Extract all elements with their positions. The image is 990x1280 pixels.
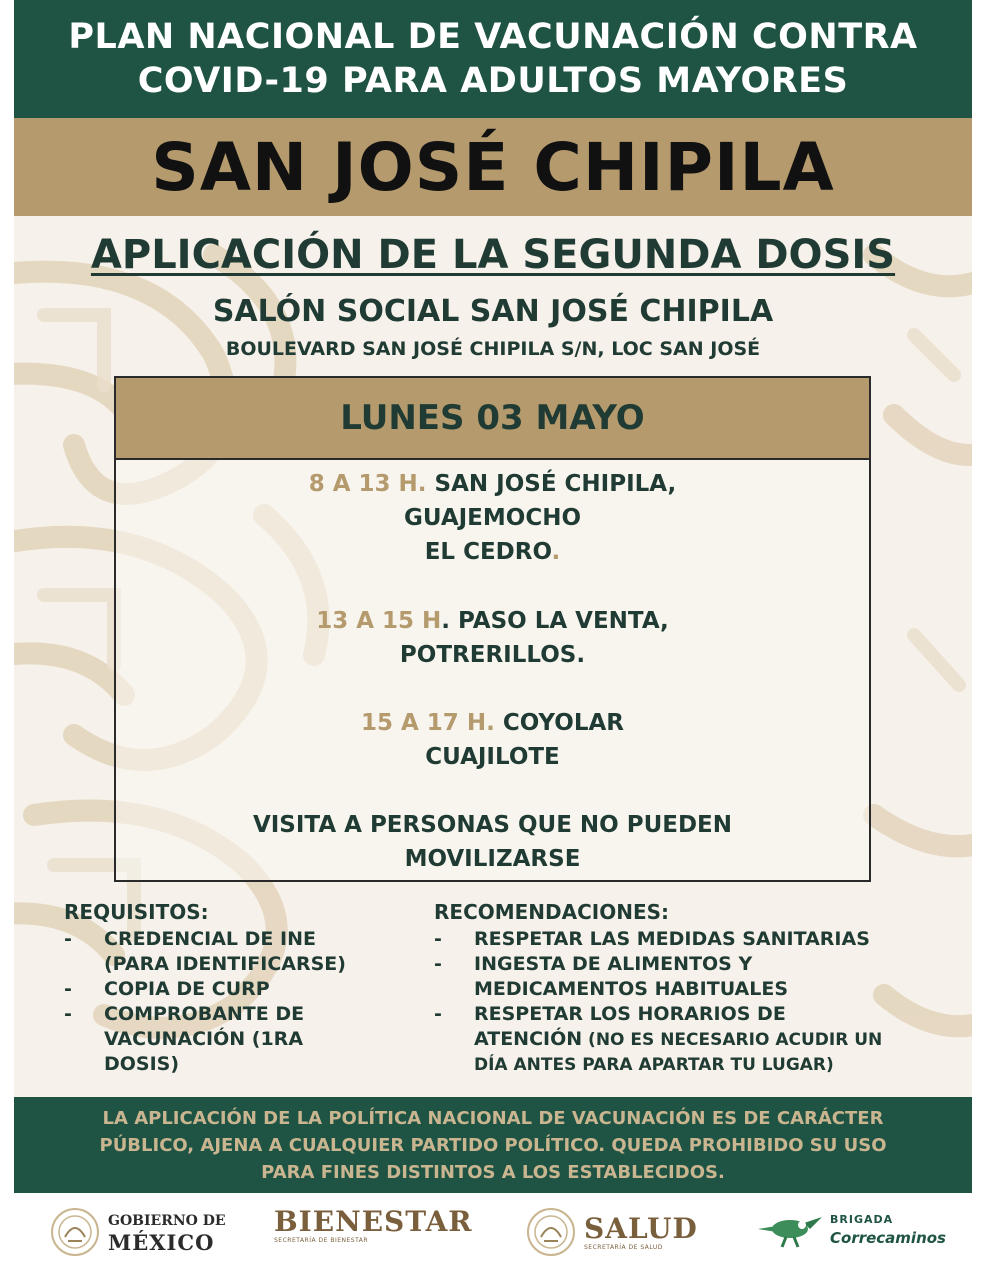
requirement-text: (PARA IDENTIFICARSE) xyxy=(104,953,346,975)
bienestar-sublabel: SECRETARÍA DE BIENESTAR xyxy=(274,1237,369,1244)
requirement-text: CREDENCIAL DE INE xyxy=(104,928,316,950)
recommendation-note: (NO ES NECESARIO ACUDIR UN xyxy=(582,1030,883,1050)
requirement-text: DOSIS) xyxy=(104,1053,180,1075)
slot-place: COYOLAR xyxy=(494,710,624,736)
location-banner xyxy=(14,118,972,216)
logos-strip xyxy=(14,1193,972,1280)
program-title-banner xyxy=(14,0,972,118)
requirements-title: REQUISITOS: xyxy=(64,900,209,924)
home-visit-line-1: VISITA A PERSONAS QUE NO PUEDEN xyxy=(252,812,733,838)
schedule-slot-1 xyxy=(116,467,869,569)
salud-label: SALUD xyxy=(584,1211,698,1245)
requirement-item xyxy=(64,927,404,977)
dose-subtitle: APLICACIÓN DE LA SEGUNDA DOSIS xyxy=(90,232,896,278)
location-title: SAN JOSÉ CHIPILA xyxy=(151,128,835,206)
recommendation-item xyxy=(434,927,964,952)
recommendation-text: RESPETAR LOS HORARIOS DE xyxy=(474,1003,786,1025)
slot-time: 8 A 13 H. xyxy=(308,471,427,497)
recommendation-text: ATENCIÓN xyxy=(474,1028,583,1050)
disclaimer-line-3: PARA FINES DISTINTOS A LOS ESTABLECIDOS. xyxy=(261,1161,725,1183)
slot-place: EL CEDRO xyxy=(424,539,552,565)
requirement-item xyxy=(64,1002,404,1077)
slot-place: POTRERILLOS. xyxy=(399,642,586,668)
home-visit-line-2: MOVILIZARSE xyxy=(404,846,581,872)
list-dash: - xyxy=(64,1003,72,1025)
roadrunner-icon xyxy=(756,1207,824,1251)
schedule-slot-2 xyxy=(116,604,869,672)
schedule-day: LUNES 03 MAYO xyxy=(116,378,869,460)
slot-place: GUAJEMOCHO xyxy=(403,505,582,531)
correcaminos-label: Correcaminos xyxy=(830,1229,946,1247)
requirement-text: COPIA DE CURP xyxy=(104,978,270,1000)
slot-time: 13 A 15 H xyxy=(316,608,442,634)
slot-place: CUAJILOTE xyxy=(425,744,560,770)
recommendation-item xyxy=(434,1002,964,1078)
slot-place: SAN JOSÉ CHIPILA, xyxy=(426,471,677,497)
slot-punctuation: . xyxy=(551,539,561,565)
recommendation-text: RESPETAR LAS MEDIDAS SANITARIAS xyxy=(474,928,870,950)
gobierno-de-mexico-logo xyxy=(50,1207,226,1257)
brigada-label: BRIGADA xyxy=(830,1213,894,1226)
list-dash: - xyxy=(64,978,72,1000)
gobierno-label: GOBIERNO DE xyxy=(108,1213,226,1229)
list-dash: - xyxy=(434,928,442,950)
venue-name: SALÓN SOCIAL SAN JOSÉ CHIPILA xyxy=(212,294,774,329)
salud-logo xyxy=(526,1207,698,1257)
requirement-item xyxy=(64,977,404,1002)
venue-address: BOULEVARD SAN JOSÉ CHIPILA S/N, LOC SAN JOSÉ xyxy=(225,338,761,360)
recommendations-title: RECOMENDACIONES: xyxy=(434,900,670,924)
list-dash: - xyxy=(434,953,442,975)
bienestar-logo xyxy=(274,1207,473,1244)
program-title-line-1: PLAN NACIONAL DE VACUNACIÓN CONTRA xyxy=(68,17,918,57)
slot-place: . PASO LA VENTA, xyxy=(441,608,669,634)
schedule-slot-3 xyxy=(116,706,869,774)
recommendations-list xyxy=(434,900,964,1078)
home-visit-note xyxy=(116,808,869,876)
disclaimer-line-1: LA APLICACIÓN DE LA POLÍTICA NACIONAL DE VACUNACIÓN ES DE CARÁCTER xyxy=(102,1107,884,1129)
bienestar-label: BIENESTAR xyxy=(274,1205,473,1238)
brigada-correcaminos-logo xyxy=(756,1207,946,1251)
recommendation-text: MEDICAMENTOS HABITUALES xyxy=(474,978,789,1000)
national-seal-icon xyxy=(50,1207,100,1257)
requirements-list xyxy=(64,900,404,1077)
national-seal-icon xyxy=(526,1207,576,1257)
requirement-text: VACUNACIÓN (1RA xyxy=(104,1028,304,1050)
disclaimer-banner xyxy=(14,1097,972,1193)
disclaimer-line-2: PÚBLICO, AJENA A CUALQUIER PARTIDO POLÍTICO. QUEDA PROHIBIDO SU USO xyxy=(99,1134,887,1156)
salud-sublabel: SECRETARÍA DE SALUD xyxy=(584,1243,663,1251)
recommendation-text: INGESTA DE ALIMENTOS Y xyxy=(474,953,753,975)
schedule-box xyxy=(114,376,871,882)
list-dash: - xyxy=(64,928,72,950)
vaccination-poster xyxy=(14,0,972,1280)
mexico-label: MÉXICO xyxy=(108,1230,215,1255)
program-title-line-2: COVID-19 PARA ADULTOS MAYORES xyxy=(137,61,849,101)
list-dash: - xyxy=(434,1003,442,1025)
recommendation-note: DÍA ANTES PARA APARTAR TU LUGAR) xyxy=(474,1055,834,1075)
slot-time: 15 A 17 H. xyxy=(360,710,495,736)
requirement-text: COMPROBANTE DE xyxy=(104,1003,305,1025)
recommendation-item xyxy=(434,952,964,1002)
